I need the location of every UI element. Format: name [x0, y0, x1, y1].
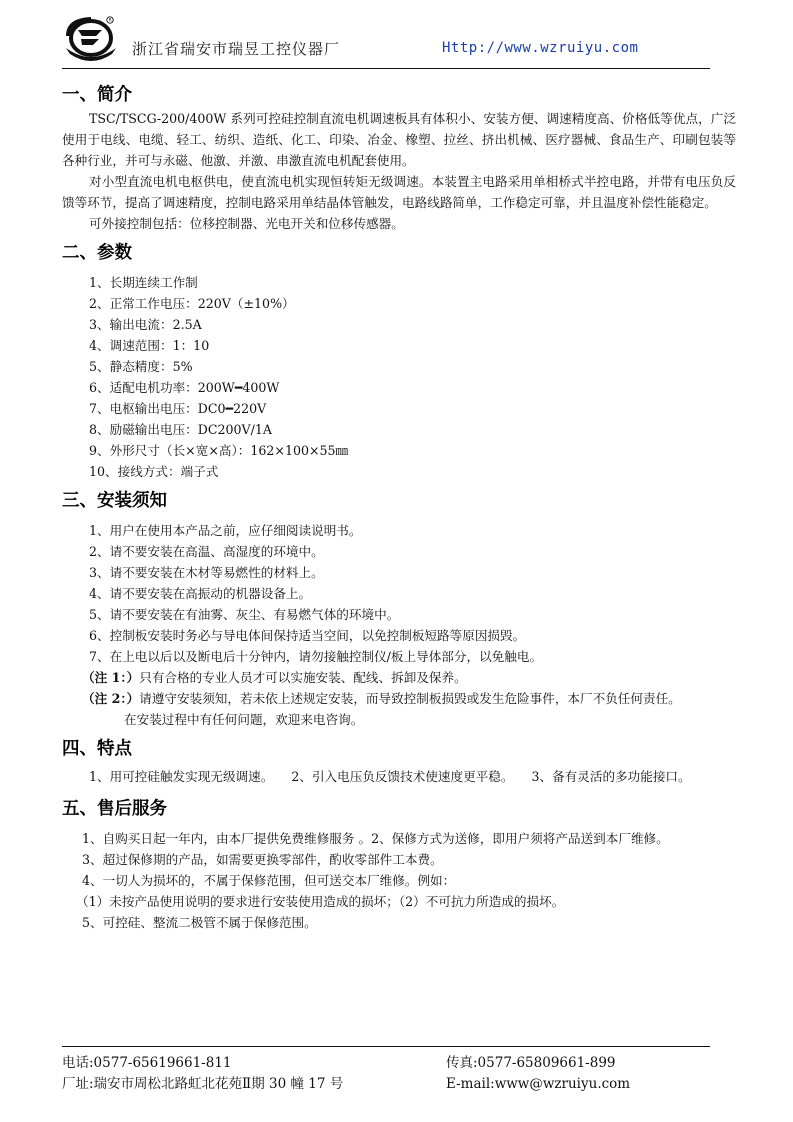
- list-item: 7、在上电以后以及断电后十分钟内，请勿接触控制仪/板上导体部分，以免触电。: [89, 649, 543, 664]
- list-item: 9、外形尺寸（长×宽×高）：162×100×55㎜: [89, 443, 349, 458]
- intro-paragraph: 对小型直流电机电枢供电，使直流电机实现恒转矩无级调速。本装置主电路采用单相桥式半控电路，并带有电压负反馈等环节，提高了调速精度，控制电路采用单结晶体管触发，电路线路简单，工作稳定可靠，并且温度补偿性能稳定。: [62, 174, 736, 210]
- list-item: 3、超过保修期的产品，如需要更换零部件，酌收零部件工本费。: [82, 852, 443, 867]
- section-title-service: 五、售后服务: [62, 799, 167, 819]
- list-item: 5、可控硅、整流二极管不属于保修范围。: [82, 915, 317, 930]
- list-item: 2、请不要安装在高温、高湿度的环境中。: [89, 544, 324, 559]
- footer-email[interactable]: E-mail:www@wzruiyu.com: [446, 1076, 631, 1092]
- list-item: 3、输出电流：2.5A: [89, 317, 202, 332]
- list-item: 8、励磁输出电压：DC200V/1A: [89, 422, 272, 437]
- list-item: 2、正常工作电压：220V（±10%）: [89, 296, 295, 311]
- service-list: [62, 828, 736, 933]
- list-item: 10、接线方式：端子式: [89, 464, 219, 479]
- list-item: 6、适配电机功率：200W━400W: [89, 380, 280, 395]
- company-name: 浙江省瑞安市瑞昱工控仪器厂: [132, 40, 341, 58]
- list-item: 1、自购买日起一年内，由本厂提供免费维修服务 。2、保修方式为送修，即用户须将产品送到本厂维修。: [82, 831, 669, 846]
- page-header: [62, 14, 722, 68]
- section-title-install: 三、安装须知: [62, 491, 167, 511]
- list-item: 5、请不要安装在有油雾、灰尘、有易燃气体的环境中。: [89, 607, 400, 622]
- install-list: [62, 520, 736, 730]
- params-list: [62, 272, 736, 482]
- install-note-2-continued: 在安装过程中有任何问题，欢迎来电咨询。: [124, 712, 364, 727]
- feature-item: 3、备有灵活的多功能接口。: [531, 769, 691, 784]
- list-item: 4、调速范围：1：10: [89, 338, 210, 353]
- footer-address: 厂址:瑞安市周松北路虹北花苑Ⅱ期 30 幢 17 号: [62, 1076, 344, 1092]
- feature-item: 1、用可控硅触发实现无级调速。: [89, 769, 274, 784]
- svg-text:R: R: [108, 18, 112, 24]
- list-item: 5、静态精度：5%: [89, 359, 193, 374]
- list-item: 4、一切人为损坏的，不属于保修范围，但可送交本厂维修。例如：: [82, 873, 456, 888]
- list-item: 4、请不要安装在高振动的机器设备上。: [89, 586, 312, 601]
- footer-divider: [62, 1046, 710, 1047]
- features-list: [62, 766, 736, 787]
- footer-fax: 传真:0577-65809661-899: [446, 1055, 616, 1071]
- install-note-1: [62, 667, 736, 688]
- footer-phone: 电话:0577-65619661-811: [62, 1055, 232, 1071]
- list-item: 3、请不要安装在木材等易燃性的材料上。: [89, 565, 324, 580]
- list-item: 7、电枢输出电压：DC0━220V: [89, 401, 267, 416]
- section-title-intro: 一、简介: [62, 85, 132, 105]
- website-link[interactable]: Http://www.wzruiyu.com: [442, 40, 639, 56]
- section-title-params: 二、参数: [62, 243, 132, 263]
- note-label: （注 2：）: [82, 691, 140, 706]
- intro-paragraph: TSC/TSCG-200/400W 系列可控硅控制直流电机调速板具有体积小、安装方便、调速精度高、价格低等优点，广泛使用于电线、电缆、轻工、纺织、造纸、化工、印染、冶金、橡塑、拉丝、挤出机械、医疗器械、食品生产、印刷包装等各种行业，并可与永磁、他激、并激、串激直流电机配套使用。: [62, 111, 736, 168]
- list-item: 1、长期连续工作制: [89, 275, 198, 290]
- section-title-features: 四、特点: [62, 739, 132, 759]
- document-body: [62, 82, 736, 933]
- header-divider: [62, 68, 710, 69]
- ruiyu-logo-icon: [62, 14, 120, 64]
- feature-item: 2、引入电压负反馈技术使速度更平稳。: [291, 769, 514, 784]
- list-item: 1、用户在使用本产品之前，应仔细阅读说明书。: [89, 523, 362, 538]
- install-note-2: [62, 688, 736, 709]
- list-item: 6、控制板安装时务必与导电体间保持适当空间，以免控制板短路等原因损毁。: [89, 628, 526, 643]
- note-label: （注 1：）: [82, 670, 140, 685]
- intro-paragraph: 可外接控制包括：位移控制器、光电开关和位移传感器。: [89, 216, 404, 231]
- list-item: （1）未按产品使用说明的要求进行安装使用造成的损坏；（2）不可抗力所造成的损坏。: [76, 894, 565, 909]
- note-text: 请遵守安装须知，若未依上述规定安装，而导致控制板损毁或发生危险事件，本厂不负任何责任。: [139, 691, 681, 706]
- note-text: 只有合格的专业人员才可以实施安装、配线、拆卸及保养。: [139, 670, 467, 685]
